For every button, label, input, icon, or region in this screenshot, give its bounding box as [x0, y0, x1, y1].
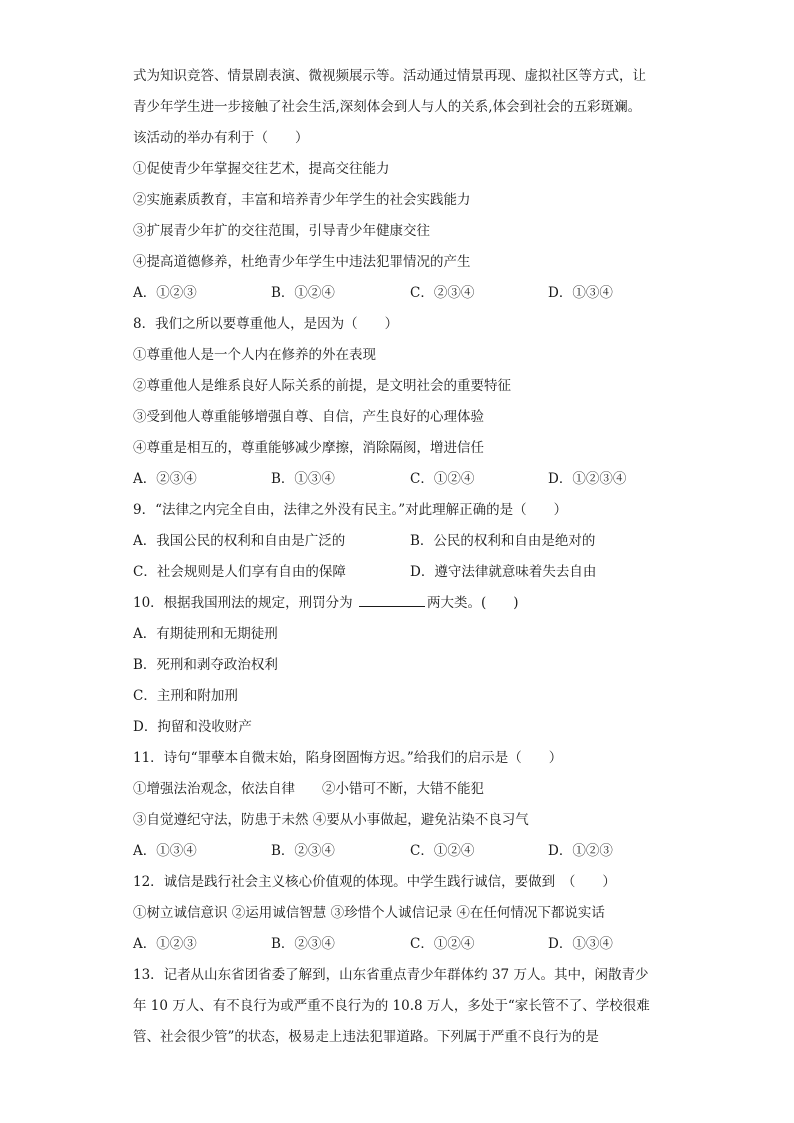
question-9-stem: 9．“法律之内完全自由，法律之外没有民主。”对此理解正确的是（ ）: [133, 502, 568, 518]
question-10-stem-before: 10．根据我国刑法的规定，刑罚分为: [133, 595, 357, 611]
question-9-option-b: B．公民的权利和自由是绝对的: [410, 533, 596, 549]
question-7-item-2: ②实施素质教育，丰富和培养青少年学生的社会实践能力: [133, 192, 471, 208]
question-11-items-2: ③自觉遵纪守法，防患于未然 ④要从小事做起，避免沾染不良习气: [133, 812, 529, 828]
question-8-stem: 8．我们之所以要尊重他人，是因为（ ）: [133, 316, 399, 332]
question-7-item-1: ①促使青少年掌握交往艺术，提高交往能力: [133, 161, 390, 177]
question-10-option-b: B．死刑和剥夺政治权利: [133, 657, 278, 673]
question-13-text-line-3: 管、社会很少管”的状态，极易走上违法犯罪道路。下列属于严重不良行为的是: [133, 1029, 599, 1045]
question-12-stem: 12．诚信是践行社会主义核心价值观的体现。中学生践行诚信，要做到 （ ）: [133, 874, 616, 890]
question-8-item-2: ②尊重他人是维系良好人际关系的前提，是文明社会的重要特征: [133, 378, 511, 394]
question-13-text-line-2: 年 10 万人、有不良行为或严重不良行为的 10.8 万人，多处于“家长管不了、学校很难: [133, 998, 650, 1014]
question-9-option-c: C．社会规则是人们享有自由的保障: [133, 564, 346, 580]
question-10-option-c: C．主刑和附加刑: [133, 688, 238, 704]
question-7-option-c: C．②③④: [410, 285, 475, 301]
question-7-text-line-1: 式为知识竞答、情景剧表演、微视频展示等。活动通过情景再现、虚拟社区等方式，让: [133, 68, 646, 84]
question-12-items: ①树立诚信意识 ②运用诚信智慧 ③珍惜个人诚信记录 ④在任何情况下都说实话: [133, 905, 605, 921]
question-12-option-c: C．①②④: [410, 936, 475, 952]
question-7-option-b: B．①②④: [271, 285, 335, 301]
question-8-item-1: ①尊重他人是一个人内在修养的外在表现: [133, 347, 376, 363]
question-11-items-1: ①增强法治观念，依法自律 ②小错可不断，大错不能犯: [133, 781, 484, 797]
question-13-text-line-1: 13．记者从山东省团省委了解到，山东省重点青少年群体约 37 万人。其中，闲散青少: [133, 967, 649, 983]
question-12-option-b: B．②③④: [271, 936, 335, 952]
question-12-option-d: D．①③④: [548, 936, 613, 952]
question-7-option-a: A．①②③: [133, 285, 197, 301]
answer-blank: [359, 594, 425, 607]
question-8-item-3: ③受到他人尊重能够增强自尊、自信，产生良好的心理体验: [133, 409, 484, 425]
question-11-option-d: D．①②③: [548, 843, 613, 859]
question-7-option-d: D．①③④: [548, 285, 613, 301]
question-11-stem: 11．诗句“罪孽本自微末始，陷身囹圄悔方迟。”给我们的启示是（ ）: [133, 750, 563, 766]
question-10-option-a: A．有期徒刑和无期徒刑: [133, 626, 278, 642]
question-7-text-line-3: 该活动的举办有利于（ ）: [133, 130, 309, 146]
question-8-option-c: C．①②④: [410, 471, 475, 487]
question-9-option-a: A．我国公民的权利和自由是广泛的: [133, 533, 346, 549]
question-7-item-3: ③扩展青少年扩的交往范围，引导青少年健康交往: [133, 223, 430, 239]
question-12-option-a: A．①②③: [133, 936, 197, 952]
question-10-stem-after: 两大类。( ): [426, 595, 519, 611]
question-10-stem: [133, 593, 519, 613]
question-9-option-d: D．遵守法律就意味着失去自由: [410, 564, 597, 580]
question-10-option-d: D．拘留和没收财产: [133, 719, 252, 735]
question-11-option-a: A．①③④: [133, 843, 197, 859]
question-8-option-a: A．②③④: [133, 471, 197, 487]
question-11-option-c: C．①②④: [410, 843, 475, 859]
question-8-item-4: ④尊重是相互的，尊重能够减少摩擦，消除隔阂，增进信任: [133, 440, 484, 456]
question-7-text-line-2: 青少年学生进一步接触了社会生活,深刻体会到人与人的关系,体会到社会的五彩斑斓。: [133, 99, 642, 115]
question-8-option-d: D．①②③④: [548, 471, 627, 487]
question-11-option-b: B．②③④: [271, 843, 335, 859]
question-7-item-4: ④提高道德修养，杜绝青少年学生中违法犯罪情况的产生: [133, 254, 471, 270]
question-8-option-b: B．①③④: [271, 471, 335, 487]
